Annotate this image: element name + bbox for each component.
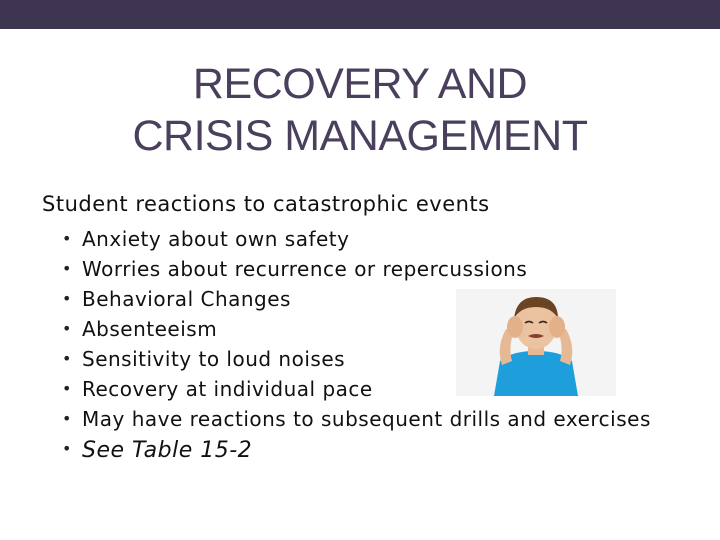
bullet-item [62,404,682,434]
bullet-text: Sensitivity to loud noises [82,347,346,371]
slide-heading: Student reactions to catastrophic events [42,192,490,216]
child-photo-illustration [456,289,616,396]
bullet-text: See Table 15-2 [82,438,253,463]
top-bar [0,0,720,29]
bullet-dot: • [62,259,72,278]
bullet-dot: • [62,229,72,248]
slide-title [0,58,720,162]
bullet-text: Worries about recurrence or repercussions [82,257,528,281]
child-covering-ears-photo [456,289,616,396]
bullet-dot: • [62,349,72,368]
bullet-dot: • [62,379,72,398]
bullet-dot: • [62,289,72,308]
bullet-text: Behavioral Changes [82,287,291,311]
bullet-dot: • [62,439,72,458]
title-line-2: CRISIS MANAGEMENT [132,112,588,160]
bullet-item-reference [62,434,682,466]
bullet-text: May have reactions to subsequent drills and exercises [82,407,651,431]
bullet-dot: • [62,319,72,338]
title-line-1: RECOVERY AND [192,60,528,108]
bullet-item [62,254,682,284]
bullet-text: Absenteeism [82,317,218,341]
bullet-item [62,224,682,254]
bullet-text: Anxiety about own safety [82,227,350,251]
bullet-text: Recovery at individual pace [82,377,373,401]
bullet-dot: • [62,409,72,428]
